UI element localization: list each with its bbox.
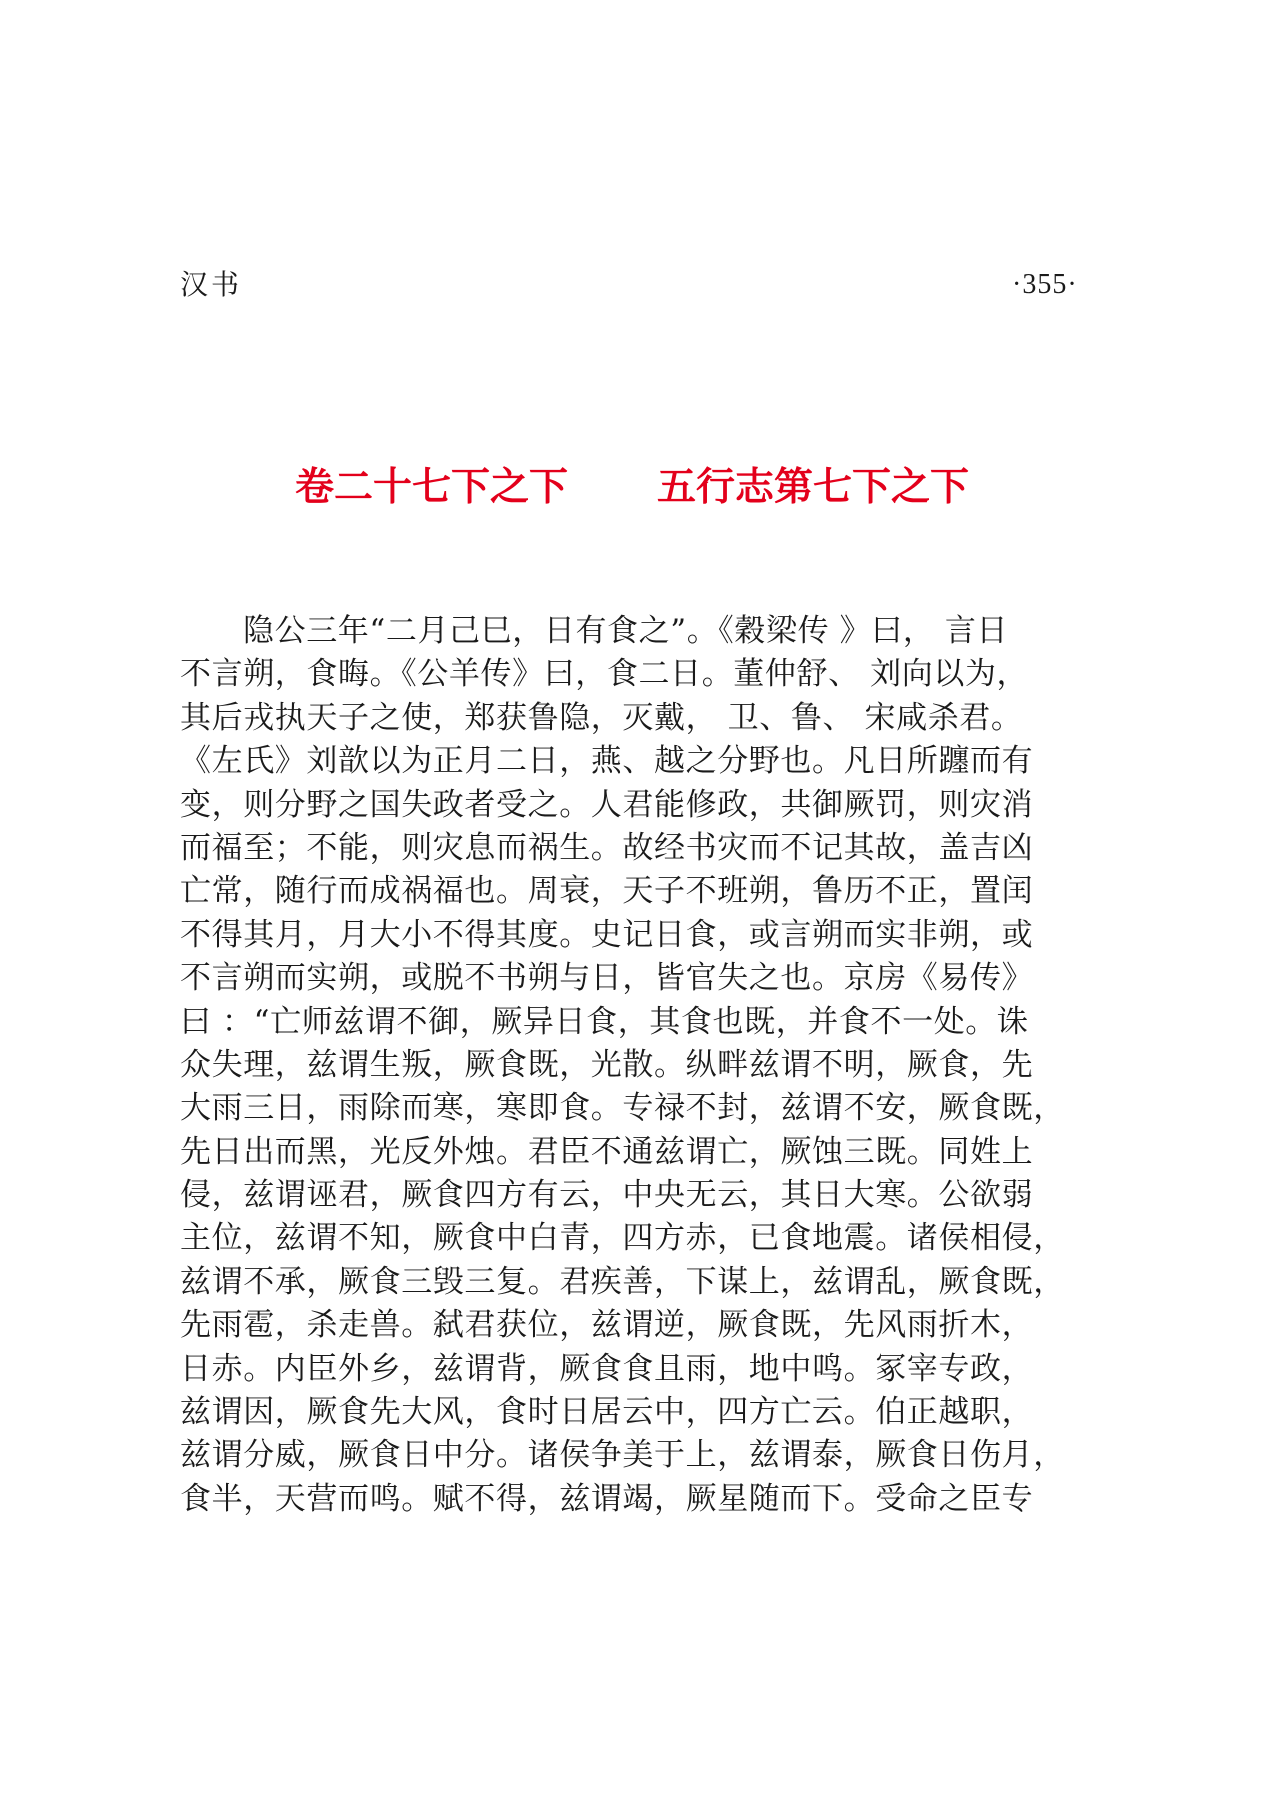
text-line: 兹谓因，厥食先大风，食时日居云中，四方亡云。伯正越职， xyxy=(180,1394,1034,1431)
text-line: 而福至；不能，则灾息而祸生。故经书灾而不记其故，盖吉凶 xyxy=(180,829,1034,866)
text-line: 侵，兹谓诬君，厥食四方有云，中央无云，其日大寒。公欲弱 xyxy=(180,1177,1034,1214)
text-line: 不言朔而实朔，或脱不书朔与日，皆官失之也。京房《易传》 xyxy=(180,960,1034,997)
text-line: 日赤。内臣外乡，兹谓背，厥食食且雨，地中鸣。冢宰专政， xyxy=(180,1350,1034,1387)
text-line: 先日出而黑，光反外烛。君臣不通兹谓亡，厥蚀三既。同姓上 xyxy=(180,1133,1034,1170)
page-number: ·355· xyxy=(1012,269,1078,300)
chapter-treatise-heading: 五行志第七下之下 xyxy=(657,465,970,510)
text-line: 变，则分野之国失政者受之。人君能修政，共御厥罚，则灾消 xyxy=(180,786,1034,823)
text-line: 其后戎执天子之使，郑获鲁隐，灭戴， 卫、鲁、 宋咸杀君。 xyxy=(180,699,1023,736)
text-line: 先雨雹，杀走兽。弑君获位，兹谓逆，厥食既，先风雨折木， xyxy=(180,1307,1034,1344)
text-line: 食半，天营而鸣。赋不得，兹谓竭，厥星随而下。受命之臣专 xyxy=(180,1480,1034,1517)
text-line: 主位，兹谓不知，厥食中白青，四方赤，已食地震。诸侯相侵， xyxy=(180,1220,1065,1257)
text-line: 大雨三日，雨除而寒，寒即食。专禄不封，兹谓不安，厥食既， xyxy=(180,1090,1065,1127)
running-head-book-title: 汉书 xyxy=(180,268,243,301)
text-line: 曰 ：“亡师兹谓不御，厥异日食，其食也既，并食不一处。诛 xyxy=(180,1003,1029,1040)
text-line: 不得其月，月大小不得其度。史记日食，或言朔而实非朔，或 xyxy=(180,916,1034,953)
chapter-title xyxy=(0,458,1283,518)
body-text xyxy=(180,610,1080,1521)
text-line: 兹谓不承，厥食三毁三复。君疾善，下谋上，兹谓乱，厥食既， xyxy=(180,1263,1065,1300)
text-line: 亡常，随行而成祸福也。周衰，天子不班朔，鲁历不正，置闰 xyxy=(180,873,1034,910)
chapter-volume-heading: 卷二十七下之下 xyxy=(295,465,569,510)
text-line: 《左氏》刘歆以为正月二日，燕、越之分野也。凡日所躔而有 xyxy=(180,743,1034,780)
text-line: 不言朔，食晦。《公羊传》曰，食二日。董仲舒、 刘向以为， xyxy=(180,656,1029,693)
text-line: 隐公三年“二月己巳，日有食之”。《穀梁传 》曰， 言日 xyxy=(243,613,1009,649)
text-line: 众失理，兹谓生叛，厥食既，光散。纵畔兹谓不明，厥食，先 xyxy=(180,1046,1034,1083)
text-line: 兹谓分威，厥食日中分。诸侯争美于上，兹谓泰，厥食日伤月， xyxy=(180,1437,1065,1474)
